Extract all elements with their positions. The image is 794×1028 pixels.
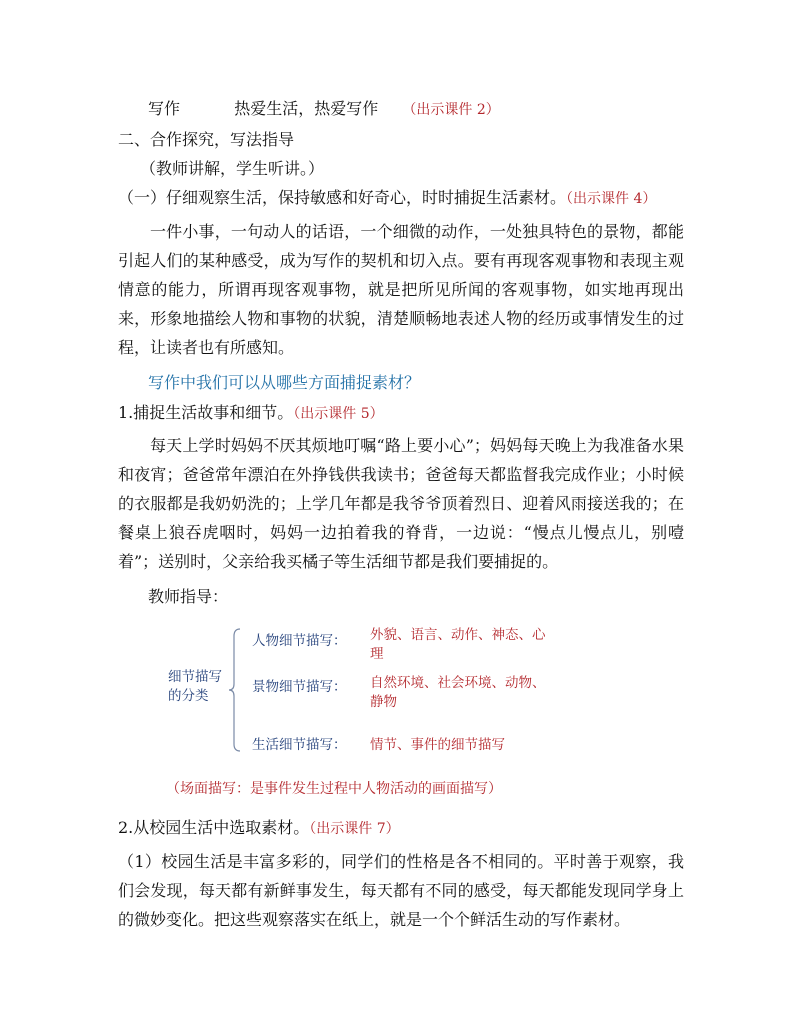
branch-content-life: 情节、事件的细节描写	[370, 737, 505, 753]
teacher-guide: 教师指导：	[148, 587, 229, 606]
item-one-text: 1.捕捉生活故事和细节。	[118, 403, 294, 422]
branch-content-person-line-1: 外貌、语言、动作、神态、心	[370, 627, 546, 643]
section-title: 二、合作探究，写法指导	[118, 130, 295, 149]
courseware-ref-2: （出示课件 2）	[402, 102, 500, 118]
point-one-text: （一）仔细观察生活，保持敏感和好奇心，时时捕捉生活素材。	[118, 188, 567, 207]
scene-description-note: （场面描写：是事件发生过程中人物活动的画面描写）	[166, 781, 502, 797]
question-heading: 写作中我们可以从哪些方面捕捉素材？	[148, 373, 421, 392]
branch-label-person: 人物细节描写：	[252, 633, 347, 649]
branch-label-life: 生活细节描写：	[252, 737, 347, 753]
branch-label-scenery: 景物细节描写：	[252, 679, 347, 695]
brace-icon	[228, 628, 242, 752]
writing-label: 写作	[148, 99, 181, 118]
item-two	[118, 818, 400, 839]
branch-content-person-line-2: 理	[370, 646, 384, 662]
courseware-ref-7: （出示课件 7）	[309, 821, 400, 837]
point-one	[118, 188, 656, 209]
paragraph-one: 一件小事，一句动人的话语，一个细微的动作，一处独具特色的景物，都能引起人们的某种感受，成为写作的契机和切入点。要有再现客观事物和表现主观情意的能力，所谓再现客观事物，就是把所见所闻的客观事物，如实地再现出来，形象地描绘人物和事物的状貌，清楚顺畅地表述人物的经历或事情发生的过程，让读者也有所感知。	[118, 222, 684, 357]
branch-content-scenery	[370, 674, 546, 712]
courseware-ref-4: （出示课件 4）	[566, 191, 657, 207]
branch-content-scenery-line-2: 静物	[370, 694, 397, 710]
diagram-root-line-1: 细节描写	[168, 669, 222, 685]
item-two-text: 2.从校园生活中选取素材。	[118, 818, 310, 837]
branch-content-person	[370, 626, 546, 664]
paragraph-three: （1）校园生活是丰富多彩的，同学们的性格是各不相同的。平时善于观察，我们会发现，每天都有新鲜事发生，每天都有不同的感受，每天都能发现同学身上的微妙变化。把这些观察落实在纸上，就是一个个鲜活生动的写作素材。	[118, 852, 684, 929]
writing-theme: 热爱生活，热爱写作	[234, 99, 379, 118]
item-one	[118, 403, 384, 424]
header-line	[148, 99, 500, 120]
detail-classification-diagram	[160, 622, 600, 762]
diagram-root	[168, 668, 222, 706]
teacher-note: （教师讲解，学生听讲。）	[140, 159, 325, 178]
branch-content-scenery-line-1: 自然环境、社会环境、动物、	[370, 675, 546, 691]
courseware-ref-5: （出示课件 5）	[293, 406, 384, 422]
diagram-root-line-2: 的分类	[168, 688, 209, 704]
paragraph-two: 每天上学时妈妈不厌其烦地叮嘱“路上要小心”；妈妈每天晚上为我准备水果和夜宵；爸爸常年漂泊在外挣钱供我读书；爸爸每天都监督我完成作业；小时候的衣服都是我奶奶洗的；上学几年都是我爷爷顶着烈日、迎着风雨接送我的；在餐桌上狼吞虎咽时，妈妈一边拍着我的脊背，一边说：“慢点儿慢点儿，别噎着”；送别时，父亲给我买橘子等生活细节都是我们要捕捉的。	[118, 436, 684, 571]
